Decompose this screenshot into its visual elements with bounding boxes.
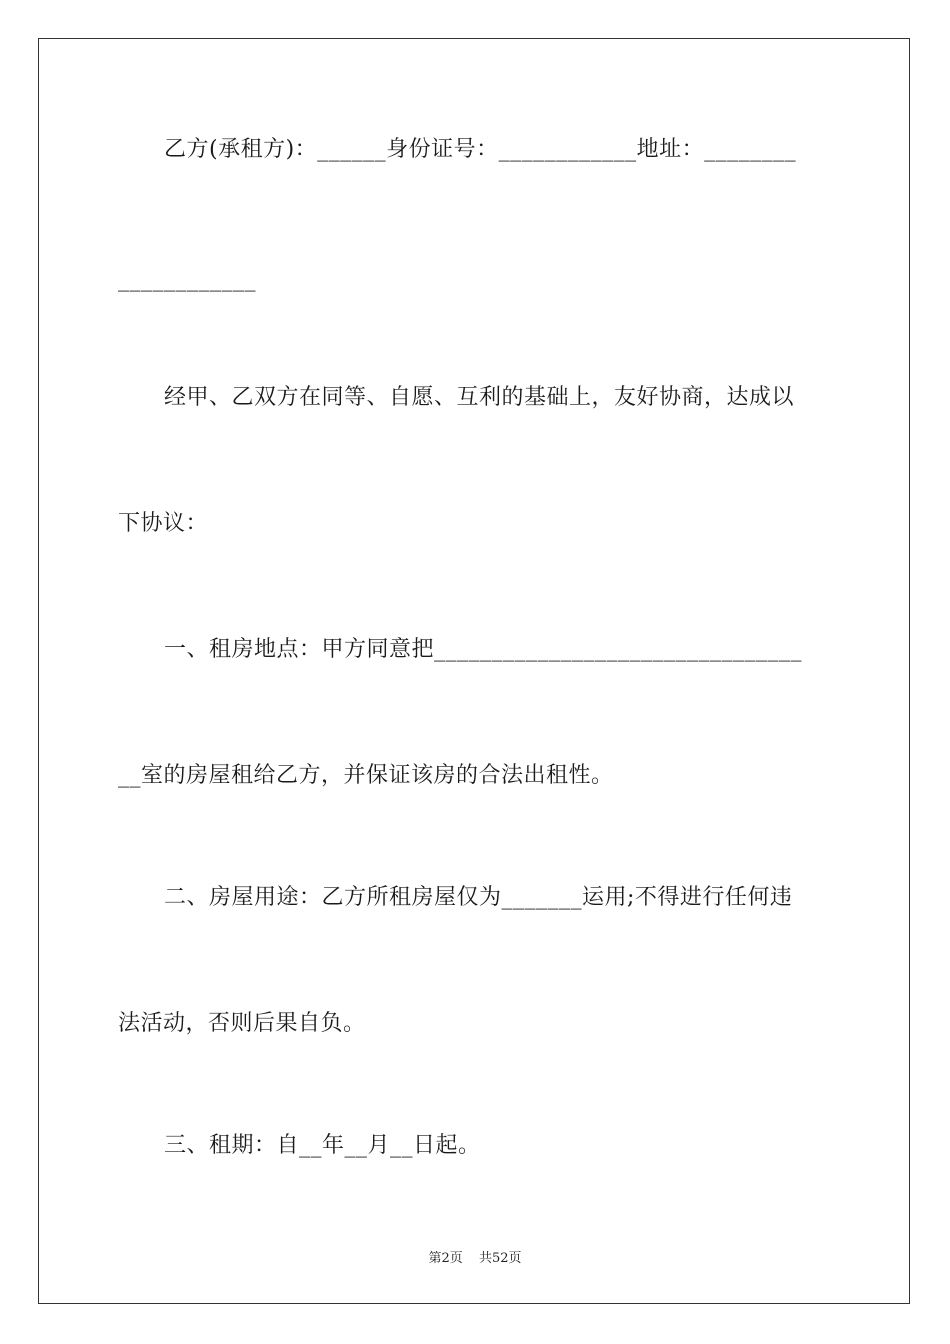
clause-2-usage: 二、房屋用途：乙方所租房屋仅为_______运用;不得进行任何违 [164,885,793,910]
clause-2-continuation: 法活动，否则后果自负。 [118,1011,366,1036]
agreement-intro-continuation: 下协议： [118,511,209,536]
page-total: 共52页 [478,1251,522,1266]
agreement-intro-line: 经甲、乙双方在同等、自愿、互利的基础上，友好协商，达成以 [164,385,795,410]
clause-1-continuation: __室的房屋租给乙方，并保证该房的合法出租性。 [118,763,614,788]
address-continuation-line: ____________ [118,267,256,292]
page-frame [38,38,910,1304]
clause-1-location: 一、租房地点：甲方同意把________________________________ [164,637,803,662]
page-footer [0,1247,950,1266]
clause-3-term: 三、租期：自__年__月__日起。 [164,1133,481,1158]
page-number: 第2页 [428,1251,463,1266]
tenant-info-line: 乙方(承租方)：______身份证号：____________地址：________ [164,137,797,162]
